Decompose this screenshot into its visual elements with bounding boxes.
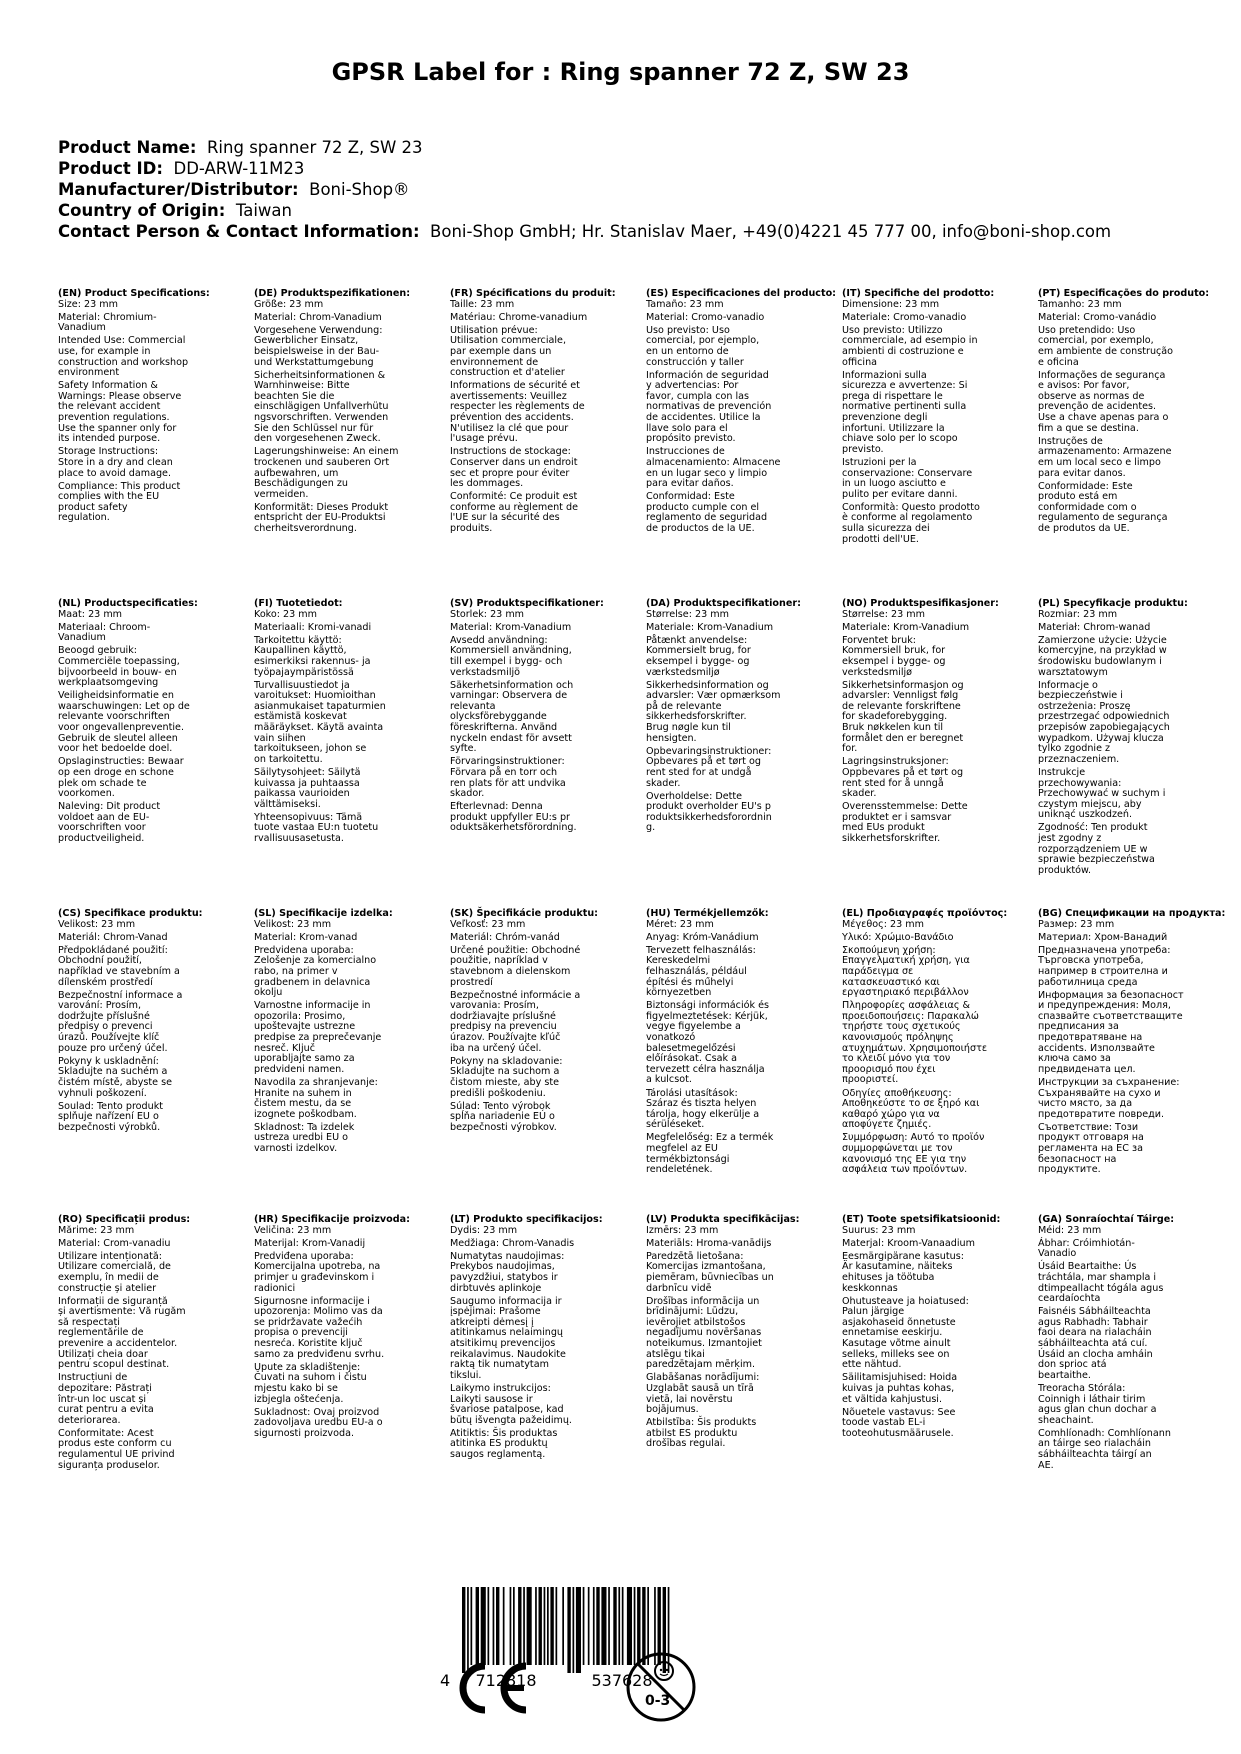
barcode-bar (513, 1587, 515, 1665)
spec-section: Intended Use: Commercial use, for example in construction and workshop environment (58, 335, 189, 379)
spec-header: (DA) Produktspecifikationer: (646, 598, 801, 609)
spec-section: Lagringsinstruksjoner: Oppbevares på et tørt og rent sted for å unngå skader. (842, 756, 964, 800)
age-label: 0-3 (645, 1693, 671, 1709)
spec-section: Veiligheidsinformatie en waarschuwingen: Let op de relevante voorschriften voor ongevallenpreventie. Gebruik de sleutel alleen voor het bedoelde doel. (58, 690, 190, 755)
info-value: Boni-Shop GmbH; Hr. Stanislav Maer, +49(0)4221 45 777 00, info@boni-shop.com (430, 222, 1112, 241)
spec-column (450, 909, 610, 1136)
spec-section: Navodila za shranjevanje: Hranite na suhem in čistem mestu, da se izognete poškodbam. (254, 1076, 378, 1120)
spec-section: Eesmärgipärane kasutus: Är kasutamine, näiteks ehituses ja töötuba keskkonnas (842, 1250, 964, 1294)
spec-section: Beoogd gebruik: Commerciële toepassing, bijvoorbeeld in bouw- en werkplaatsomgeving (58, 645, 180, 689)
spec-section: Materiaali: Kromi-vanadi (254, 621, 372, 633)
barcode-bar (593, 1587, 595, 1665)
spec-section: Material: Krom-vanad (254, 931, 358, 943)
spec-section: Påtænkt anvendelse: Kommersielt brug, for eksempel i bygge- og værkstedsmiljø (646, 634, 751, 678)
spec-header: (GA) Sonraíochtaí Táirge: (1038, 1214, 1175, 1225)
info-value: DD-ARW-11M23 (173, 159, 305, 178)
barcode-bar (471, 1587, 473, 1665)
spec-section: Velikost: 23 mm (58, 918, 136, 930)
spec-section: Säilitamisjuhised: Hoida kuivas ja puhtas kohas, et vältida kahjustusi. (842, 1372, 958, 1405)
spec-section: Předpokládané použití: Obchodní použití, například ve stavebním a dílenském prostředí (58, 944, 180, 988)
spec-section: Størrelse: 23 mm (646, 608, 729, 620)
spec-section: Instrucciones de almacenamiento: Almacene en un lugar seco y limpio para evitar daños. (646, 446, 781, 490)
spec-header: (EL) Προδιαγραφές προϊόντος: (842, 908, 1008, 919)
spec-section: Forventet bruk: Kommersiell bruk, for eksempel i bygge- og verkstedsmiljø (842, 634, 946, 678)
spec-section: Instrukcje przechowywania: Przechowywać w suchym i czystym miejscu, aby uniknąć uszkodzeń. (1038, 766, 1166, 821)
spec-section: Materijal: Krom-Vanadij (254, 1237, 366, 1249)
info-country (58, 200, 1111, 221)
barcode-bar (567, 1587, 570, 1673)
barcode-bar (488, 1587, 490, 1665)
spec-header: (FR) Spécifications du produit: (450, 288, 616, 299)
spec-section: Paredzētā lietošana: Komercijas izmantošana, piemēram, būvniecības un darbnīcu vidē (646, 1250, 774, 1294)
info-product-id (58, 158, 1111, 179)
spec-section: Lagerungshinweise: An einem trockenen und sauberen Ort aufbewahren, um Beschädigungen zu vermeiden. (254, 446, 399, 500)
spec-section: Matériau: Chrome-vanadium (450, 311, 588, 323)
spec-section: Určené použitie: Obchodné použitie, napríklad v stavebnom a dielenskom prostredí (450, 944, 581, 988)
spec-column (1038, 288, 1210, 537)
spec-section: Veľkosť: 23 mm (450, 918, 526, 930)
spec-section: Konformität: Dieses Produkt entspricht der EU-Produktsi cherheitsverordnung. (254, 501, 389, 534)
spec-section: Safety Information & Warnings: Please observe the relevant accident prevention regulations. Use the spanner only for its intended purpose. (58, 380, 182, 445)
spec-section: Glabāšanas norādījumi: Uzglabāt sausā un tīrā vietā, lai novērstu bojājumus. (646, 1372, 760, 1416)
spec-section: Maat: 23 mm (58, 608, 123, 620)
barcode-bar (573, 1587, 575, 1673)
spec-section: Faisnéis Sábháilteachta agus Rabhadh: Tabhair faoi deara na rialacháin sábháilteachta atá cuí. Úsáid an clocha amháin don sprioc atá beartaithe. (1038, 1306, 1153, 1381)
info-product-name (58, 137, 1111, 158)
info-value: Taiwan (235, 201, 292, 220)
spec-section: Utilizare intenționată: Utilizare comercială, de exemplu, în medii de construcție și atelier (58, 1250, 171, 1294)
barcode-bar (588, 1587, 590, 1665)
spec-section: Sikkerhetsinformasjon og advarsler: Vennligst følg de relevante forskriftene for skadeforebygging. Bruk nøkkelen kun til formålet den er beregnet for. (842, 679, 964, 755)
spec-section: Инструкции за съхранение: Съхранявайте на сухо и чисто място, за да предотвратите повреди. (1038, 1076, 1180, 1120)
spec-section: Sikkerhedsinformation og advarsler: Vær opmærksom på de relevante sikkerhedsforskrifter. Brug nøgle kun til hensigten. (646, 679, 781, 744)
spec-section: Συμμόρφωση: Αυτό το προϊόν συμμορφώνεται με τον κανονισμό της ΕΕ για την ασφάλεια των προϊόντων. (842, 1132, 985, 1176)
spec-column (1038, 1215, 1198, 1474)
spec-section: Efterlevnad: Denna produkt uppfyller EU:s pr oduktsäkerhetsförordning. (450, 801, 577, 834)
spec-section: Size: 23 mm (58, 298, 118, 310)
spec-section: Anyag: Króm-Vanádium (646, 931, 759, 943)
spec-column (842, 1215, 1002, 1442)
spec-section: Tervezett felhasználás: Kereskedelmi felhasználás, például építési és műhelyi környezetben (646, 944, 756, 999)
spec-section: Съответствие: Този продукт отговаря на регламента на ЕС за безопасност на продуктите. (1038, 1121, 1144, 1176)
spec-section: Materjal: Kroom-Vanaadium (842, 1237, 975, 1249)
spec-section: Material: Cromo-vanadio (646, 311, 765, 323)
spec-section: Materiale: Cromo-vanadio (842, 311, 967, 323)
spec-section: Conformità: Questo prodotto è conforme al regolamento sulla sicurezza dei prodotti dell'UE. (842, 501, 980, 545)
ce-mark-icon (452, 1658, 532, 1718)
spec-column (450, 288, 616, 537)
spec-column (254, 909, 414, 1157)
info-label: Product Name: (58, 138, 197, 157)
spec-header: (SK) Špecifikácie produktu: (450, 908, 599, 919)
info-label: Product ID: (58, 159, 163, 178)
spec-section: Upute za skladištenje: Čuvati na suhom i čistu mjestu kako bi se izbjegla oštećenja. (254, 1361, 367, 1405)
spec-section: Materiale: Krom-Vanadium (646, 621, 774, 633)
spec-section: Zamierzone użycie: Użycie komercyjne, na przykład w środowisku budowlanym i warsztatowym (1038, 634, 1167, 678)
spec-header: (HR) Specifikacije proizvoda: (254, 1214, 410, 1225)
spec-column (254, 289, 414, 537)
spec-section: Comhlíonadh: Comhlíonann an táirge seo rialacháin sábháilteachta táirgí an AE. (1038, 1427, 1171, 1471)
spec-section: Material: Chromium- Vanadium (58, 311, 157, 334)
spec-section: Sigurnosne informacije i upozorenja: Molimo vas da se pridržavate važećih propisa o prevenciji nesreća. Koristite ključ samo za predviđenu svrhu. (254, 1295, 385, 1360)
spec-section: Laikymo instrukcijos: Laikyti sausose ir švariose patalpose, kad būtų išvengta pažeidimų. (450, 1382, 572, 1426)
spec-section: Méid: 23 mm (1038, 1224, 1102, 1236)
spec-header: (ES) Especificaciones del producto: (646, 288, 837, 299)
spec-section: Materiał: Chrom-wanad (1038, 621, 1151, 633)
spec-header: (LV) Produkta specifikācijas: (646, 1214, 800, 1225)
spec-column (254, 1215, 414, 1442)
spec-section: Conformité: Ce produit est conforme au règlement de l'UE sur la sécurité des produits. (450, 491, 578, 534)
spec-section: Conformitate: Acest produs este conform cu regulamentul UE privind siguranța produselor. (58, 1427, 175, 1471)
spec-section: Información de seguridad y advertencias: Por favor, cumpla con las normativas de prevención de accidentes. Utilice la llave solo para el propósito previsto. (646, 369, 772, 445)
spec-header: (DE) Produktspezifikationen: (254, 288, 411, 299)
spec-section: Πληροφορίες ασφάλειας & προειδοποιήσεις: Παρακαλώ τηρήστε τους σχετικούς κανονισμούς πρόληψης ατυχημάτων. Χρησιμοποιήστε το κλειδί μόνο για τον προορισμό που έχει προοριστεί. (842, 1000, 988, 1086)
info-value: Ring spanner 72 Z, SW 23 (206, 138, 423, 157)
page-title: GPSR Label for : Ring spanner 72 Z, SW 23 (331, 58, 910, 86)
spec-section: Tarkoitettu käyttö: Kaupallinen käyttö, esimerkiksi rakennus- ja työpajaympäristössä (254, 634, 371, 678)
spec-section: Taille: 23 mm (450, 298, 515, 310)
spec-header: (PL) Specyfikacje produktu: (1038, 598, 1188, 609)
spec-section: Nõuetele vastavus: See toode vastab EL-i tooteohutusmäärusele. (842, 1406, 956, 1439)
spec-section: Material: Cromo-vanádio (1038, 311, 1157, 323)
spec-section: Informații de siguranță și avertismente: Vă rugăm să respectați reglementările de prevenire a accidentelor. Utilizați cheia doar pentru scopul destinat. (58, 1295, 186, 1371)
spec-section: Atbilstība: Šis produkts atbilst ES produktu drošības regulai. (646, 1417, 757, 1450)
spec-header: (EN) Product Specifications: (58, 288, 210, 299)
spec-section: Tamanho: 23 mm (1038, 298, 1122, 310)
spec-section: Størrelse: 23 mm (842, 608, 925, 620)
barcode-digits-left: 712818 (475, 1671, 537, 1690)
spec-section: Materiál: Chróm-vanád (450, 931, 560, 943)
spec-section: Overensstemmelse: Dette produktet er i samsvar med EUs produkt sikkerhetsforskrifter. (842, 801, 968, 844)
spec-section: Uso pretendido: Uso comercial, por exemplo, em ambiente de construção e oficina (1038, 324, 1174, 368)
spec-section: Sukladnost: Ovaj proizvod zadovoljava uredbu EU-a o sigurnosti proizvoda. (254, 1406, 383, 1439)
spec-section: Istruzioni per la conservazione: Conservare in un luogo asciutto e pulito per evitare danni. (842, 456, 973, 500)
barcode-digits-right: 537628 (591, 1671, 653, 1690)
spec-section: Rozmiar: 23 mm (1038, 608, 1118, 620)
spec-section: Ábhar: Cróimhiotán- Vanadio (1038, 1237, 1135, 1260)
spec-section: Pokyny k uskladnění: Skladujte na suchém a čistém místě, abyste se vyhnuli poškození. (58, 1055, 173, 1099)
spec-section: Velikost: 23 mm (254, 918, 332, 930)
spec-section: Material: Crom-vanadiu (58, 1237, 171, 1249)
info-value: Boni-Shop® (309, 180, 410, 199)
spec-section: Dydis: 23 mm (450, 1224, 518, 1236)
barcode-bar (539, 1587, 542, 1665)
barcode-bar (613, 1587, 616, 1665)
spec-section: Conformidade: Este produto está em conformidade com o regulamento de segurança de produtos da UE. (1038, 480, 1168, 534)
barcode-bar (527, 1587, 532, 1665)
spec-section: Σκοπούμενη χρήση: Επαγγελματική χρήση, για παράδειγμα σε κατασκευαστικό και εργαστηριακό περιβάλλον (842, 944, 970, 999)
spec-section: Numatytas naudojimas: Prekybos naudojimas, pavyzdžiui, statybos ir dirbtuvės aplinkoje (450, 1250, 565, 1294)
spec-section: Предназначена употреба: Търговска употреба, например в строителна и работилница среда (1038, 944, 1171, 988)
barcode-bar (476, 1587, 479, 1665)
spec-section: Compliance: This product complies with the EU product safety regulation. (58, 480, 181, 524)
barcode-bar (562, 1587, 564, 1665)
spec-column (58, 599, 218, 847)
spec-section: Materiale: Krom-Vanadium (842, 621, 970, 633)
spec-section: Conformidad: Este producto cumple con el reglamento de seguridad de productos de la UE. (646, 491, 768, 534)
barcode-bar (535, 1587, 537, 1665)
spec-section: Opbevaringsinstruktioner: Opbevares på et tørt og rent sted for at undgå skader. (646, 745, 772, 789)
spec-section: Soulad: Tento produkt splňuje nařízení EU o bezpečnosti výrobků. (58, 1100, 164, 1133)
spec-section: Predviđena uporaba: Komercijalna upotreba, na primjer u građevinskom i radionici (254, 1250, 381, 1294)
barcode-bar (583, 1587, 585, 1665)
barcode-bar (550, 1587, 553, 1665)
spec-section: Skladnost: Ta izdelek ustreza uredbi EU o varnosti izdelkov. (254, 1121, 355, 1154)
spec-section: Drošības informācija un brīdinājumi: Lūdzu, ievērojiet atbilstošos negadījumu novēršanas noteikumus. Izmantojiet atslēgu tikai paredzētajam mērķim. (646, 1295, 762, 1371)
spec-section: Информация за безопасност и предупреждения: Моля, спазвайте съответстващите предписания за предотвратяване на accidents. Използвайте ключа само за предвидената цел. (1038, 989, 1184, 1075)
spec-section: Säkerhetsinformation och varningar: Observera de relevanta olycksförebyggande föreskrifterna. Använd nyckeln endast för avsett syfte. (450, 679, 574, 755)
spec-section: Méret: 23 mm (646, 918, 714, 930)
spec-header: (FI) Tuotetiedot: (254, 598, 343, 609)
spec-section: Avsedd användning: Kommersiell användning, till exempel i bygg- och verkstadsmiljö (450, 634, 572, 678)
spec-column (646, 599, 806, 836)
spec-section: Förvaringsinstruktioner: Förvara på en torr och ren plats för att undvika skador. (450, 756, 566, 800)
spec-header: (IT) Specifiche del prodotto: (842, 288, 995, 299)
barcode-bar (576, 1587, 581, 1673)
spec-section: Размер: 23 mm (1038, 918, 1115, 930)
spec-column (646, 1215, 806, 1452)
spec-section: Sicherheitsinformationen & Warnhinweise: Bitte beachten Sie die einschlägigen Unfallverhütu ngsvorschriften. Verwenden Sie den Schlüssel nur für den vorgesehenen Zweck. (254, 369, 389, 445)
spec-section: Materiál: Chrom-Vanad (58, 931, 168, 943)
spec-section: Tárolási utasítások: Száraz és tiszta helyen tárolja, hogy elkerülje a sérüléseket. (646, 1087, 760, 1131)
spec-section: Säilytysohjeet: Säilytä kuivassa ja puhtaassa paikassa vaurioiden välttämiseksi. (254, 766, 361, 810)
barcode-bar (518, 1587, 521, 1665)
spec-section: Storage Instructions: Store in a dry and clean place to avoid damage. (58, 446, 173, 479)
spec-header: (RO) Specificații produs: (58, 1214, 191, 1225)
spec-header: (SV) Produktspecifikationer: (450, 598, 604, 609)
info-label: Contact Person & Contact Information: (58, 222, 420, 241)
spec-section: Informacje o bezpieczeństwie i ostrzeżenia: Proszę przestrzegać odpowiednich przepisów zapobiegających wypadkom. Używaj klucza tylko zgodnie z przeznaczeniem. (1038, 679, 1170, 765)
spec-section: Opslaginstructies: Bewaar op een droge en schone plek om schade te voorkomen. (58, 756, 184, 800)
spec-section: Bezpečnostní informace a varování: Prosím, dodržujte příslušné předpisy o prevenci úrazů. Používejte klíč pouze pro určený účel. (58, 989, 183, 1054)
spec-section: Uso previsto: Utilizzo commerciale, ad esempio in ambienti di costruzione e officina (842, 324, 978, 368)
spec-header: (PT) Especificações do produto: (1038, 288, 1210, 299)
barcode-bar (496, 1587, 499, 1665)
spec-section: Suurus: 23 mm (842, 1224, 916, 1236)
spec-section: Pokyny na skladovanie: Skladujte na suchom a čistom mieste, aby ste predišli poškodeniu. (450, 1055, 563, 1099)
spec-section: Instrucțiuni de depozitare: Păstrați într-un loc uscat și curat pentru a evita deteriorarea. (58, 1372, 154, 1426)
barcode-bar (556, 1587, 558, 1665)
spec-section: Informations de sécurité et avertissements: Veuillez respecter les règlements de prévention des accidents. N'utilisez la clé que pour l'usage prévu. (450, 380, 585, 445)
info-contact (58, 221, 1111, 242)
spec-column (842, 289, 1002, 548)
barcode-bar (481, 1587, 486, 1665)
spec-section: Atitiktis: Šis produktas atitinka ES produktų saugos reglamentą. (450, 1427, 558, 1460)
spec-section: Veličina: 23 mm (254, 1224, 332, 1236)
spec-section: Medžiaga: Chrom-Vanadis (450, 1237, 575, 1249)
spec-header: (LT) Produkto specifikacijos: (450, 1214, 603, 1225)
spec-column (450, 599, 610, 836)
age-warning-icon (624, 1650, 698, 1724)
spec-section: Treoracha Stórála: Coinnigh i láthair tirim agus glan chun dochar a sheachaint. (1038, 1382, 1157, 1426)
spec-section: Predvidena uporaba: Zelošenje za komercialno rabo, na primer v gradbenem in delavnica okolju (254, 944, 377, 999)
barcode-digit-lead: 4 (440, 1671, 451, 1690)
spec-section: Biztonsági információk és figyelmeztetések: Kérjük, vegye figyelembe a vonatkozó balesetmegelőzési előírásokat. Csak a tervezett célra használja a kulcsot. (646, 1000, 769, 1086)
spec-section: Varnostne informacije in opozorila: Prosimo, upoštevajte ustrezne predpise za preprečevanje nesreč. Ključ uporabljajte samo za predvideni namen. (254, 1000, 382, 1075)
spec-section: Súlad: Tento výrobok spĺňa nariadenie EÚ o bezpečnosti výrobkov. (450, 1100, 557, 1133)
spec-section: Naleving: Dit product voldoet aan de EU- voorschriften voor productveiligheid. (58, 801, 161, 844)
spec-section: Material: Krom-Vanadium (450, 621, 572, 633)
info-manufacturer (58, 179, 1111, 200)
spec-section: Οδηγίες αποθήκευσης: Αποθηκεύστε το σε ξηρό και καθαρό χώρο για να αποφύγετε ζημιές. (842, 1087, 980, 1131)
spec-section: Saugumo informacija ir įspėjimai: Prašome atkreipti dėmesį į atitinkamus nelaimingų atsitikimų prevencijos reikalavimus. Naudokite raktą tik numatytam tikslui. (450, 1295, 566, 1381)
spec-header: (NL) Productspecificaties: (58, 598, 198, 609)
spec-header: (CS) Specifikace produktu: (58, 908, 203, 919)
spec-section: Informazioni sulla sicurezza e avvertenze: Si prega di rispettare le normative pertinenti sulla prevenzione degli infortuni. Utilizzare la chiave solo per lo scopo previsto. (842, 369, 968, 455)
spec-section: Instruções de armazenamento: Armazene em um local seco e limpo para evitar danos. (1038, 435, 1172, 479)
spec-header: (ET) Toote spetsifikatsioonid: (842, 1214, 1001, 1225)
spec-section: Größe: 23 mm (254, 298, 324, 310)
spec-section: Mărime: 23 mm (58, 1224, 135, 1236)
spec-section: Koko: 23 mm (254, 608, 317, 620)
spec-column (254, 599, 414, 847)
spec-section: Informações de segurança e avisos: Por favor, observe as normas de prevenção de acidentes. Use a chave apenas para o fim a que se destina. (1038, 369, 1169, 434)
spec-section: Overholdelse: Dette produkt overholder EU's p roduktsikkerhedsforordnin g. (646, 790, 772, 834)
spec-section: Storlek: 23 mm (450, 608, 525, 620)
spec-section: Uso previsto: Uso comercial, por ejemplo, en un entorno de construcción y taller (646, 324, 760, 368)
barcode-bar (601, 1587, 606, 1665)
spec-section: Turvallisuustiedot ja varoitukset: Huomioithan asianmukaiset tapaturmien estämistä koskevat määräykset. Käytä avainta vain siihen tarkoitukseen, johon se on tarkoitettu. (254, 679, 386, 765)
spec-section: Bezpečnostné informácie a varovania: Prosím, dodržiavajte príslušné predpisy na prevenciu úrazov. Používajte kľúč iba na určený účel. (450, 989, 581, 1054)
spec-section: Ohutusteave ja hoiatused: Palun järgige asjakohaseid õnnetuste ennetamise eeskirju. Kasutage võtme ainult selleks, milleks see on ette nähtud. (842, 1295, 969, 1371)
spec-column (646, 288, 837, 537)
spec-section: Yhteensopivuus: Tämä tuote vastaa EU:n tuotetu rvallisuusasetusta. (254, 811, 379, 844)
barcode-bar (493, 1587, 495, 1665)
spec-section: Úsáid Beartaithe: Ús tráchtála, mar shampla i dtimpeallacht tógála agus ceardaíochta (1038, 1261, 1164, 1305)
barcode-bar (547, 1587, 549, 1665)
spec-section: Μέγεθος: 23 mm (842, 918, 924, 930)
spec-section: Utilisation prévue: Utilisation commerciale, par exemple dans un environnement de construction et d'atelier (450, 324, 566, 379)
barcode-bar (618, 1587, 620, 1665)
spec-column (1038, 599, 1198, 879)
spec-section: Megfelelőség: Ez a termék megfelel az EU termékbiztonsági rendeletének. (646, 1132, 774, 1176)
barcode-bar (596, 1587, 599, 1665)
spec-column (646, 909, 806, 1178)
spec-section: Materiaal: Chroom- Vanadium (58, 621, 151, 644)
barcode-bar (544, 1587, 546, 1665)
spec-section: Материал: Хром-Ванадий (1038, 931, 1168, 943)
spec-section: Izmērs: 23 mm (646, 1224, 719, 1236)
spec-header: (BG) Спецификации на продукта: (1038, 908, 1226, 919)
spec-column (842, 599, 1002, 847)
spec-section: Dimensione: 23 mm (842, 298, 940, 310)
spec-section: Vorgesehene Verwendung: Gewerblicher Einsatz, beispielsweise in der Bau- und Werkstattumgebung (254, 324, 383, 368)
spec-section: Tamaño: 23 mm (646, 298, 724, 310)
spec-header: (NO) Produktspesifikasjoner: (842, 598, 999, 609)
spec-section: Instructions de stockage: Conserver dans un endroit sec et propre pour éviter les dommages. (450, 446, 578, 490)
barcode-bar (608, 1587, 610, 1665)
spec-column (58, 289, 218, 526)
barcode-bar (523, 1587, 525, 1665)
spec-section: Materiāls: Hroma-vanādijs (646, 1237, 772, 1249)
barcode-bar (503, 1587, 505, 1665)
spec-column (1038, 908, 1226, 1178)
spec-column (58, 1215, 218, 1474)
spec-section: Υλικό: Χρώμιο-Βανάδιο (842, 931, 954, 943)
spec-section: Material: Chrom-Vanadium (254, 311, 382, 323)
spec-column (58, 909, 218, 1136)
spec-column (450, 1215, 610, 1463)
spec-header: (SL) Specifikacije izdelka: (254, 908, 393, 919)
spec-header: (HU) Termékjellemzők: (646, 908, 769, 919)
product-info (58, 137, 1111, 242)
info-label: Country of Origin: (58, 201, 226, 220)
barcode-bar (510, 1587, 512, 1665)
info-label: Manufacturer/Distributor: (58, 180, 299, 199)
spec-section: Zgodność: Ten produkt jest zgodny z rozporządzeniem UE w sprawie bezpieczeństwa produktów. (1038, 822, 1155, 876)
spec-column (842, 908, 1008, 1178)
